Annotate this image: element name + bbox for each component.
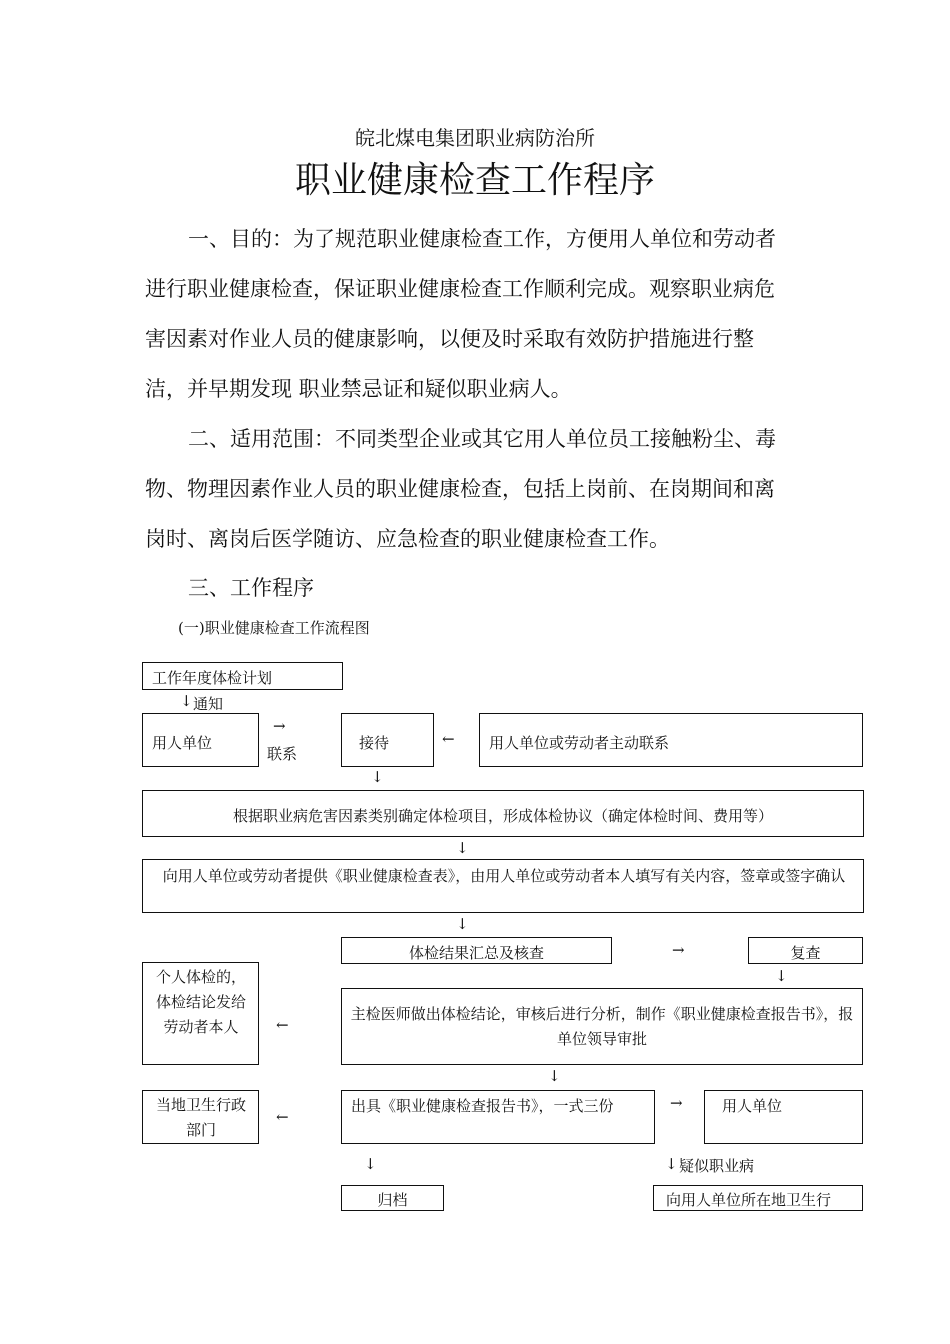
paragraph-scope-line-1: 二、适用范围：不同类型企业或其它用人单位员工接触粉尘、毒 [188, 427, 776, 451]
box-provide-form [142, 859, 864, 913]
box-health-department [142, 1090, 259, 1144]
arrow-right-icon: → [273, 717, 286, 735]
paragraph-scope-line-3: 岗时、离岗后医学随访、应急检查的职业健康检查工作。 [145, 527, 670, 551]
arrow-right-icon: → [670, 1094, 683, 1112]
paragraph-purpose-line-1: 一、目的：为了规范职业健康检查工作，方便用人单位和劳动者 [188, 227, 776, 251]
box-recheck [748, 937, 863, 964]
section-procedure-heading: 三、工作程序 [188, 576, 314, 600]
box-individual-result [142, 962, 259, 1065]
box-result-summary [341, 937, 612, 964]
box-result-summary-label: 体检结果汇总及核查 [408, 944, 544, 962]
box-reception-label: 接待 [359, 734, 390, 752]
box-report-local [653, 1185, 863, 1211]
box-determine-items-label: 根据职业病危害因素类别确定体检项目，形成体检协议（确定体检时间、费用等） [232, 807, 773, 825]
box-recheck-label: 复查 [790, 944, 821, 962]
box-active-contact-label: 用人单位或劳动者主动联系 [489, 734, 670, 752]
suspected-disease-label: 疑似职业病 [679, 1157, 755, 1175]
box-employer [142, 713, 259, 767]
document-title: 职业健康检查工作程序 [294, 160, 655, 201]
arrow-down-icon: ↓ [775, 967, 788, 985]
arrow-left-icon: ← [276, 1016, 289, 1034]
arrow-down-icon: ↓ [456, 915, 469, 933]
arrow-down-icon: ↓ [548, 1067, 561, 1085]
paragraph-purpose-line-3: 害因素对作业人员的健康影响，以便及时采取有效防护措施进行整 [145, 327, 754, 351]
box-issue-report-label: 出具《职业健康检查报告书》，一式三份 [351, 1097, 614, 1115]
arrow-left-icon: ← [276, 1108, 289, 1126]
flowchart-caption: (一)职业健康检查工作流程图 [178, 619, 370, 637]
box-provide-form-label: 向用人单位或劳动者提供《职业健康检查表》，由用人单位或劳动者本人填写有关内容，签章或签字确认 [162, 867, 846, 885]
paragraph-purpose-line-2: 进行职业健康检查，保证职业健康检查工作顺利完成。观察职业病危 [145, 277, 775, 301]
box-employer-copy-label: 用人单位 [722, 1097, 783, 1115]
box-annual-plan-label: 工作年度体检计划 [152, 669, 273, 687]
box-determine-items [142, 790, 864, 837]
arrow-down-icon: ↓ [180, 692, 193, 710]
organization-name: 皖北煤电集团职业病防治所 [355, 126, 595, 150]
contact-label: 联系 [267, 745, 298, 763]
paragraph-scope-line-2: 物、物理因素作业人员的职业健康检查，包括上岗前、在岗期间和离 [145, 477, 775, 501]
box-active-contact [479, 713, 863, 767]
box-archive-label: 归档 [377, 1191, 408, 1209]
box-individual-result-label: 个人体检的，体检结论发给劳动者本人 [155, 968, 246, 1036]
notify-label: 通知 [193, 695, 224, 713]
arrow-down-icon: ↓ [364, 1155, 377, 1173]
box-employer-label: 用人单位 [152, 734, 213, 752]
box-doctor-conclusion [341, 988, 863, 1065]
arrow-down-icon: ↓ [456, 839, 469, 857]
arrow-left-icon: ← [442, 730, 455, 748]
box-employer-copy [704, 1090, 863, 1144]
box-report-local-label: 向用人单位所在地卫生行 [666, 1191, 832, 1209]
box-annual-plan [142, 662, 343, 690]
box-reception [341, 713, 434, 767]
box-doctor-conclusion-label: 主检医师做出体检结论，审核后进行分析，制作《职业健康检查报告书》，报单位领导审批 [350, 1005, 854, 1048]
box-archive [341, 1185, 444, 1211]
arrow-down-icon: ↓ [665, 1155, 678, 1173]
arrow-down-icon: ↓ [371, 768, 384, 786]
paragraph-purpose-line-4: 洁，并早期发现 职业禁忌证和疑似职业病人。 [145, 377, 572, 401]
box-issue-report [341, 1090, 655, 1144]
arrow-right-icon: → [672, 941, 685, 959]
box-health-department-label: 当地卫生行政部门 [155, 1096, 246, 1139]
